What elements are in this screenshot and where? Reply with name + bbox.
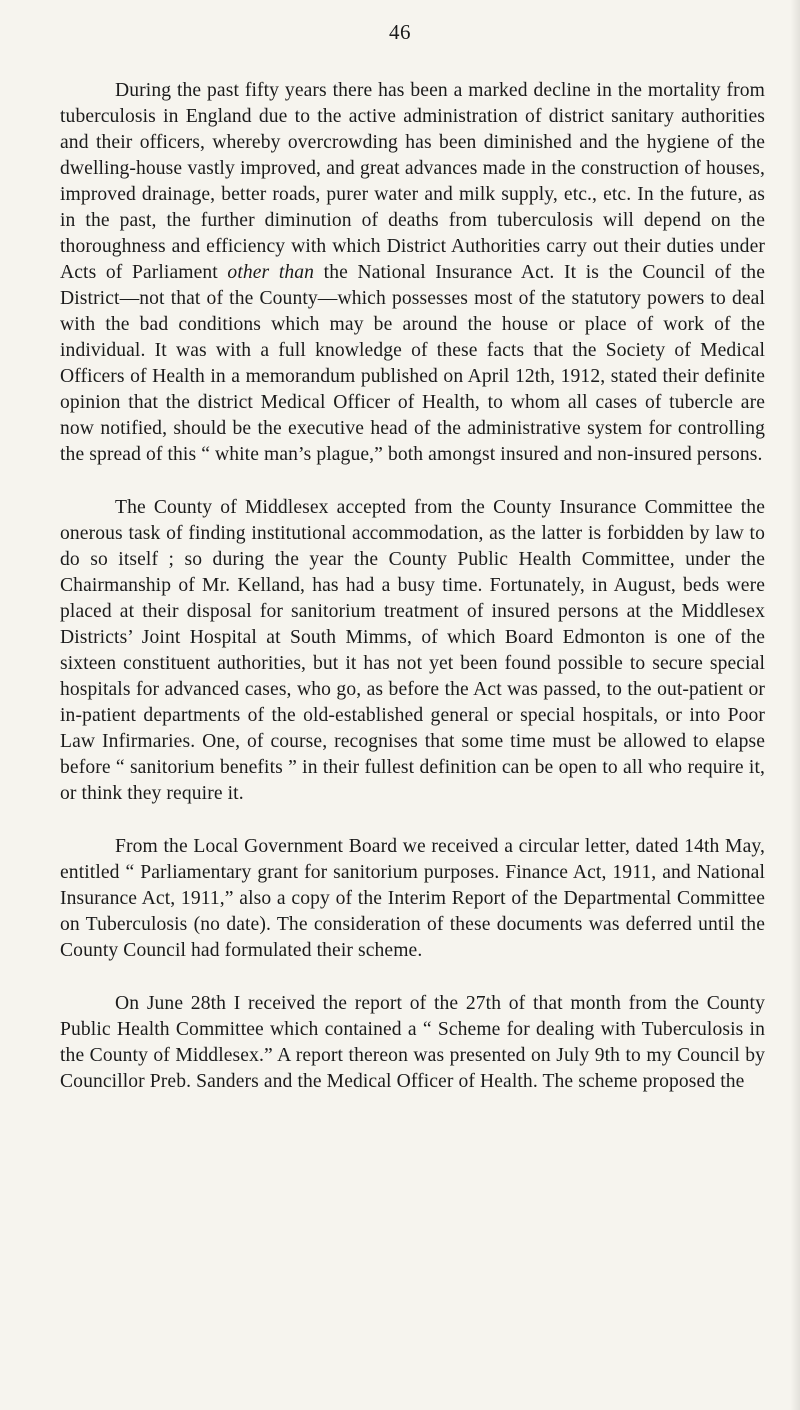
paragraph-1-text-part-2: the National Insurance Act. It is the Council of the District—not that of the County—which possesses most of the statutory powers to deal with the bad conditions which may be around the house or place of work of the individual. It was with a full knowledge of these facts that the Society of Medical Officers of Health in a memorandum published on April 12th, 1912, stated their definite opinion that the district Medical Officer of Health, to whom all cases of tubercle are now notified, should be the executive head of the administrative system for controlling the spread of this “ white man’s plague,” both amongst insured and non-insured persons. (60, 262, 766, 465)
paragraph-3: From the Local Government Board we received a circular letter, dated 14th May, entitled “ Parliamentary grant for sanitorium purposes. Finance Act, 1911, and National Insurance Act, 1911,” also a copy of the Interim Report of the Departmental Committee on Tuberculosis (no date). The consideration of these documents was deferred until the County Council had formulated their scheme. (60, 836, 765, 961)
paragraph-1-italic-phrase: other than (227, 262, 315, 283)
paragraph-1 (60, 78, 765, 468)
page-edge-shadow (790, 0, 800, 1410)
paragraph-2: The County of Middlesex accepted from the County Insurance Committee the onerous task of finding institutional accommodation, as the latter is forbidden by law to do so itself ; so during the year the County Public Health Committee, under the Chairmanship of Mr. Kelland, has had a busy time. Fortunately, in August, beds were placed at their disposal for sanitorium treatment of insured persons at the Middlesex Districts’ Joint Hospital at South Mimms, of which Board Edmonton is one of the sixteen constituent authorities, but it has not yet been found possible to secure special hospitals for advanced cases, who go, as before the Act was passed, to the out-patient or in-patient departments of the old-established general or special hospitals, or into Poor Law Infirmaries. One, of course, recognises that some time must be allowed to elapse before “ sanitorium benefits ” in their fullest definition can be open to all who require it, or think they require it. (60, 497, 765, 804)
paragraph-1-text-part-1: During the past fifty years there has been a marked decline in the mortality from tuberculosis in England due to the active administration of district sanitary authorities and their officers, whereby overcrowding has been diminished and the hygiene of the dwelling-house vastly improved, and great advances made in the construction of houses, improved drainage, better roads, purer water and milk supply, etc., etc. In the future, as in the past, the further diminution of deaths from tuberculosis will depend on the thoroughness and efficiency with which District Authorities carry out their duties under Acts of Parliament (60, 80, 765, 283)
document-body (60, 78, 765, 1095)
page-number: 46 (389, 20, 411, 44)
paragraph-4: On June 28th I received the report of the 27th of that month from the County Public Health Committee which contained a “ Scheme for dealing with Tuberculosis in the County of Middlesex.” A report thereon was presented on July 9th to my Council by Councillor Preb. Sanders and the Medical Officer of Health. The scheme proposed the (60, 993, 765, 1092)
